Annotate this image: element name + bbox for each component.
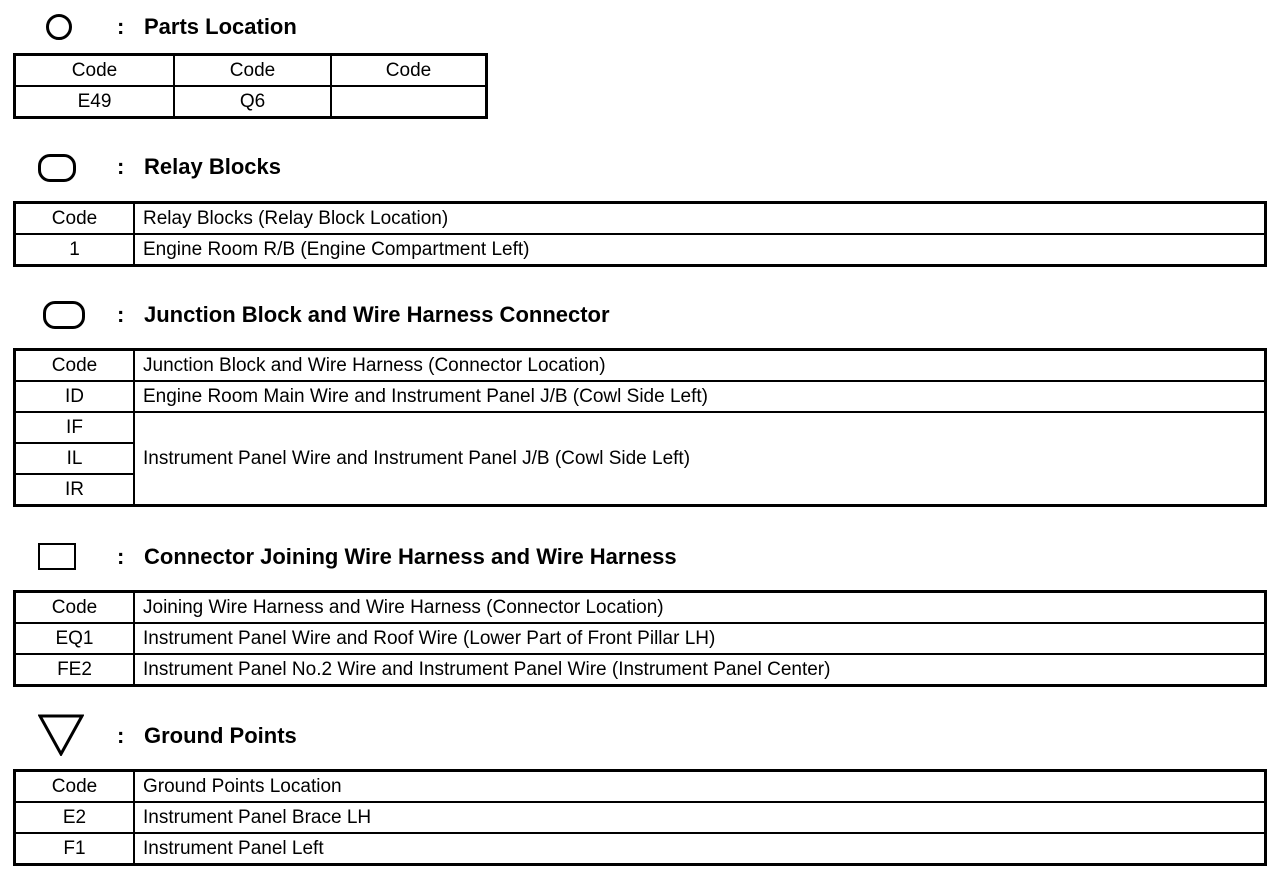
- header-code: Code: [15, 350, 135, 382]
- ground-points-title: Ground Points: [144, 723, 297, 748]
- table-header-row: [15, 592, 1266, 624]
- table-row: [15, 654, 1266, 686]
- circle-icon: [46, 14, 72, 40]
- row-code: F1: [15, 833, 135, 865]
- row-code: 1: [15, 234, 135, 266]
- row-description: Instrument Panel Left: [134, 833, 1266, 865]
- colon: :: [117, 14, 125, 39]
- header-description: Junction Block and Wire Harness (Connector Location): [134, 350, 1266, 382]
- relay-blocks-table: [13, 201, 1267, 267]
- header-code: Code: [15, 203, 135, 235]
- connector-joining-table: [13, 590, 1267, 687]
- ground-triangle-icon: [38, 714, 84, 756]
- junction-block-title: Junction Block and Wire Harness Connector: [144, 302, 610, 327]
- header-description: Ground Points Location: [134, 771, 1266, 803]
- junction-block-icon: [43, 301, 85, 329]
- header-code: Code: [331, 55, 487, 87]
- ground-points-table: [13, 769, 1267, 866]
- connector-joining-title: Connector Joining Wire Harness and Wire Harness: [144, 544, 677, 569]
- header-code: Code: [15, 592, 135, 624]
- row-code: EQ1: [15, 623, 135, 654]
- table-row: [15, 802, 1266, 833]
- parts-location-title: Parts Location: [144, 14, 297, 39]
- part-code: E49: [15, 86, 175, 118]
- row-description: Engine Room R/B (Engine Compartment Left): [134, 234, 1266, 266]
- table-row: [15, 381, 1266, 412]
- row-description: Instrument Panel Wire and Instrument Panel J/B (Cowl Side Left): [134, 412, 1266, 506]
- table-row: [15, 833, 1266, 865]
- row-code: ID: [15, 381, 135, 412]
- row-code: E2: [15, 802, 135, 833]
- row-code: IR: [15, 474, 135, 506]
- row-description: Instrument Panel No.2 Wire and Instrument Panel Wire (Instrument Panel Center): [134, 654, 1266, 686]
- table-row: [15, 623, 1266, 654]
- table-header-row: [15, 203, 1266, 235]
- row-description: Instrument Panel Brace LH: [134, 802, 1266, 833]
- part-code: Q6: [174, 86, 331, 118]
- part-code: [331, 86, 487, 118]
- row-description: Instrument Panel Wire and Roof Wire (Lower Part of Front Pillar LH): [134, 623, 1266, 654]
- row-code: IL: [15, 443, 135, 474]
- colon: :: [117, 302, 125, 327]
- colon: :: [117, 723, 125, 748]
- colon: :: [117, 544, 125, 569]
- connector-icon: [38, 543, 76, 570]
- header-code: Code: [15, 55, 175, 87]
- row-description: Engine Room Main Wire and Instrument Panel J/B (Cowl Side Left): [134, 381, 1266, 412]
- header-code: Code: [174, 55, 331, 87]
- relay-blocks-title: Relay Blocks: [144, 154, 281, 179]
- parts-location-table: [13, 53, 488, 119]
- row-code: IF: [15, 412, 135, 443]
- row-code: FE2: [15, 654, 135, 686]
- colon: :: [117, 154, 125, 179]
- header-description: Relay Blocks (Relay Block Location): [134, 203, 1266, 235]
- junction-block-table: [13, 348, 1267, 507]
- table-header-row: [15, 55, 487, 87]
- header-description: Joining Wire Harness and Wire Harness (Connector Location): [134, 592, 1266, 624]
- table-header-row: [15, 350, 1266, 382]
- table-header-row: [15, 771, 1266, 803]
- relay-block-icon: [38, 154, 76, 182]
- header-code: Code: [15, 771, 135, 803]
- table-row: [15, 86, 487, 118]
- table-row: [15, 234, 1266, 266]
- table-row: [15, 412, 1266, 443]
